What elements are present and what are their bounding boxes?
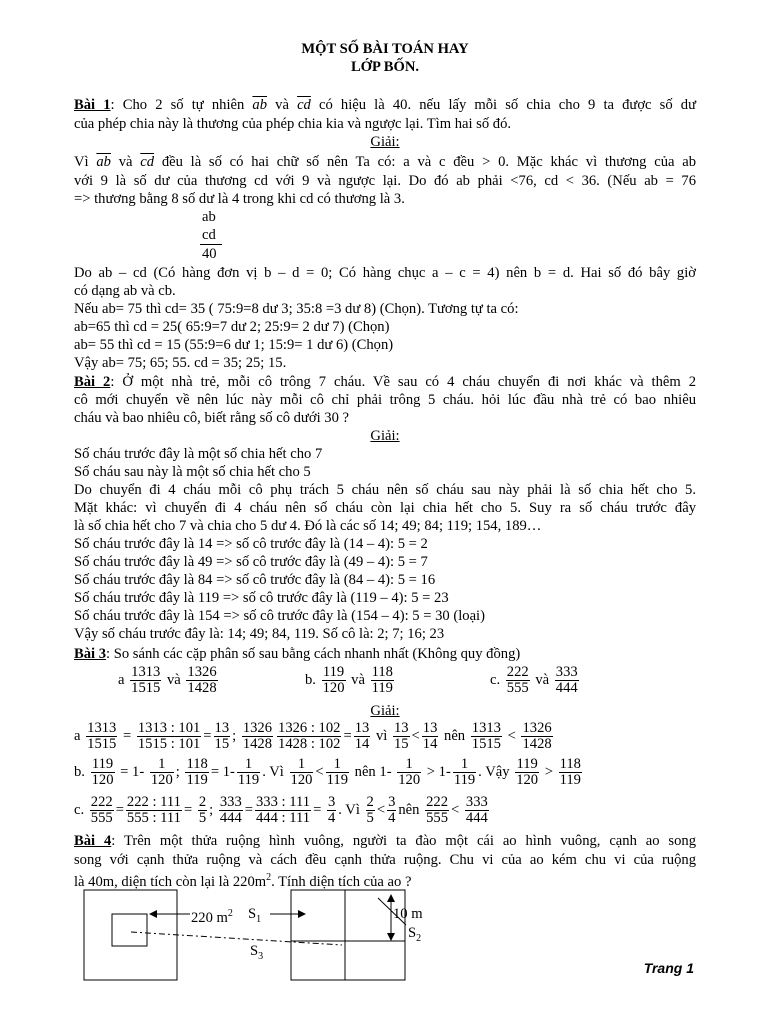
- b2-line-5: Số cháu sau này là một số chia hết cho 5: [74, 464, 311, 480]
- b3-problem-a: a $\frac{1313}{1515}$ và $\frac{1326}{1428}$: [118, 664, 217, 696]
- b2-line-13: Số cháu trước đây là 154 => số cô trước đây là (154 – 4): 5 = 30 (loại): [74, 608, 485, 624]
- b1-line-5: => thương bằng 8 số dư là 4 trong khi cd có thương là 3.: [74, 191, 405, 207]
- b2-line-2: cô mới chuyển về nên lúc này mỗi cô chỉ phải trông 5 cháu. hỏi lúc đầu nhà trẻ có bao nhiêu: [74, 392, 696, 408]
- b2-line-14: Vậy số cháu trước đây là: 14; 49; 84, 119. Số cô là: 2; 7; 16; 23: [74, 626, 445, 642]
- b2-line-8: là số chia hết cho 7 và chia cho 5 dư 4. Đó là các số 14; 49; 84; 119; 154, 189…: [74, 518, 542, 534]
- page-footer: Trang 1: [643, 960, 694, 976]
- title-line-2: LỚP BỐN.: [350, 59, 420, 75]
- b4-line-1: Bài 4: Trên một thửa ruộng hình vuông, người ta đào một cái ao hình vuông, cạnh ao song: [74, 833, 696, 849]
- pond-square-left: [112, 914, 147, 946]
- b3-solution-b: b. $\frac{119}{120}$ = 1- $\frac{1}{120}$ ; $\frac{118}{119}$ = 1- $\frac{1}{119}$ . Vì $\frac{1}{120}$ < $\frac{1}{119}$ nên 1- $\frac{1}{120}$ > 1- $\frac{1}{119}$ . Vậy $\frac{119}{120}$ > $\frac{118}{119}$: [74, 756, 581, 788]
- b1-line-11: Vậy ab= 75; 65; 55. cd = 35; 25; 15.: [74, 355, 287, 371]
- b2-line-1: Bài 2: Ở một nhà trẻ, mỗi cô trông 7 cháu. Về sau có 4 cháu chuyển đi nơi khác và thêm 2: [74, 374, 697, 390]
- b1-line-4: với 9 là số dư của thương cd với 9 và ngược lại. Do đó ab phải <76, cd < 36. (Nếu ab = 76: [74, 173, 696, 189]
- b2-line-9: Số cháu trước đây là 14 => số cô trước đây là (14 – 4): 5 = 2: [74, 536, 428, 552]
- fig-label-220: 220 $m^2$: [191, 908, 233, 926]
- b1-line-6: Do ab – cd (Có hàng đơn vị b – d = 0; Có hàng chục a – c = 4) nên b = d. Hai số đó bây giờ: [74, 265, 696, 281]
- b3-solution-c: c. $\frac{222}{555}$ = $\frac{222 : 111}{555 : 111}$ = $\frac{2}{5}$ ; $\frac{333}{444}$ = $\frac{333 : 111}{444 : 111}$ = $\frac{3}{4}$ . Vì $\frac{2}{5}$ < $\frac{3}{4}$ nên $\frac{222}{555}$ < $\frac{333}{444}$: [74, 794, 488, 826]
- b2-line-4: Số cháu trước đây là một số chia hết cho 7: [74, 446, 323, 462]
- dashdot-line: [131, 932, 342, 945]
- b3-problem-c: c. $\frac{222}{555}$ và $\frac{333}{444}$: [490, 664, 578, 696]
- b1-line-8: Nếu ab= 75 thì cd= 35 ( 75:9=8 dư 3; 35:8 =3 dư 8) (Chọn). Tương tự ta có:: [74, 301, 519, 317]
- b3-problem-b: b. $\frac{119}{120}$ và $\frac{118}{119}$: [305, 664, 393, 696]
- b1-line-3: Vì $\overline{ab}$ và $\overline{cd}$ đều là số có hai chữ số nên Ta có: a và c đều > 0. Mặc khác vì thương của ab: [74, 154, 696, 170]
- title-line-1: MỘT SỐ BÀI TOÁN HAY: [301, 41, 469, 57]
- b3-solution-heading: Giải:: [370, 703, 400, 719]
- fig-label-s3: $S_3$: [250, 943, 264, 962]
- b1-line-9: ab=65 thì cd = 25( 65:9=7 dư 2; 25:9= 2 dư 7) (Chọn): [74, 319, 390, 335]
- fig-label-s2: $S_2$: [408, 925, 422, 944]
- b4-line-3: là 40m, diện tích còn lại là $220m^2$. Tính diện tích của ao ?: [74, 872, 412, 890]
- b4-line-2: song với cạnh thửa ruộng và cách đều cạnh thửa ruộng. Chu vi của ao kém chu vi của ruộng: [74, 852, 696, 868]
- field-square-right: [291, 890, 405, 980]
- b2-line-11: Số cháu trước đây là 84 => số cô trước đây là (84 – 4): 5 = 16: [74, 572, 436, 588]
- b1-column-ab: ab: [202, 209, 216, 225]
- b1-column-result: 40: [202, 246, 217, 262]
- b1-solution-heading: Giải:: [370, 134, 400, 150]
- b1-line-1: Bài 1: Cho 2 số tự nhiên $\overline{ab}$ và $\overline{cd}$ có hiệu là 40. nếu lấy mỗi số chia cho 9 ta được số dư: [74, 97, 696, 113]
- field-square-left: [84, 890, 177, 980]
- b1-line-2: của phép chia này là thương của phép chia kia và ngược lại. Tìm hai số đó.: [74, 116, 512, 132]
- b2-line-12: Số cháu trước đây là 119 => số cô trước đây là (119 – 4): 5 = 23: [74, 590, 449, 606]
- fig-label-10m: 10 m: [393, 906, 423, 922]
- b2-solution-heading: Giải:: [370, 428, 400, 444]
- b2-line-6: Do chuyển đi 4 cháu mỗi cô phụ trách 5 cháu nên số cháu sau này phải là số chia hết cho 5.: [74, 482, 696, 498]
- b2-line-3: cháu và bao nhiêu cô, biết rằng số cô dưới 30 ?: [74, 410, 349, 426]
- b1-line-7: có dạng ab và cb.: [74, 283, 176, 299]
- b2-line-7: Mặt khác: vì chuyển đi 4 cháu nên số cháu còn lại chia hết cho 5. Suy ra số cháu trước đây: [74, 500, 696, 516]
- b1-line-10: ab= 55 thì cd = 15 (55:9=6 dư 1; 15:9= 1 dư 6) (Chọn): [74, 337, 394, 353]
- b1-column-cd: cd: [202, 227, 216, 243]
- fig-label-s1: $S_1$: [248, 906, 262, 925]
- b3-line-1: Bài 3: So sánh các cặp phân số sau bằng cách nhanh nhất (Không quy đồng): [74, 646, 521, 662]
- b3-solution-a: a $\frac{1313}{1515}$ = $\frac{1313 : 101}{1515 : 101}$ = $\frac{13}{15}$ ; $\frac{1326}{1428}$ $\frac{1326 : 102}{1428 : 102}$ = $\frac{13}{14}$ vì $\frac{13}{15}$ < $\frac{13}{14}$ nên $\frac{1313}{1515}$ < $\frac{1326}{1428}$: [74, 720, 552, 752]
- b2-line-10: Số cháu trước đây là 49 => số cô trước đây là (49 – 4): 5 = 7: [74, 554, 428, 570]
